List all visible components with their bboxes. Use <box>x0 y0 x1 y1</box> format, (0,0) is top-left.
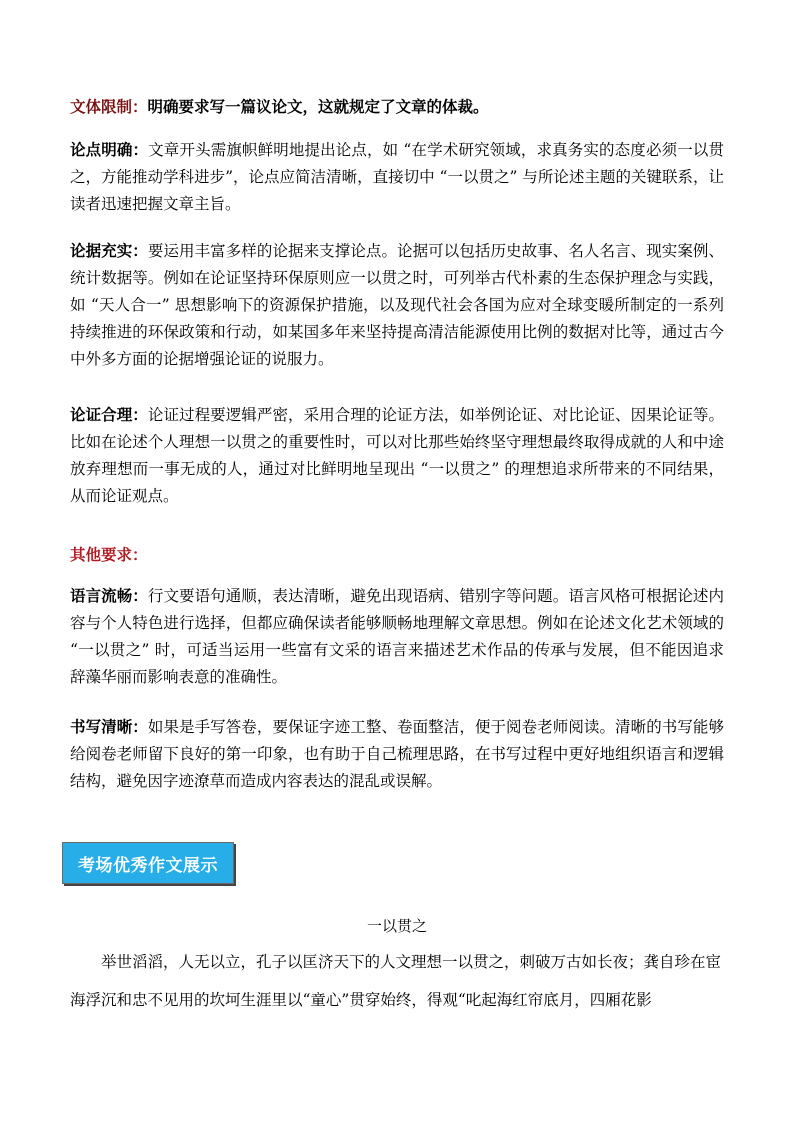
handwriting-label: 书写清晰： <box>70 717 148 736</box>
thesis-text: 文章开头需旗帜鲜明地提出论点，如 “在学术研究领域，求真务实的态度必须一以贯之，方能推动学科进步”，论点应简洁清晰，直接切中 “一以贯之” 与所论述主题的关键联系，让读者迅速把握文章主旨。 <box>70 141 724 213</box>
style-limit-text: 明确要求写一篇议论文，这就规定了文章的体裁。 <box>147 97 489 116</box>
banner-text: 考场优秀作文展示 <box>78 855 218 876</box>
thesis-paragraph <box>70 136 724 218</box>
style-limit-paragraph <box>70 93 724 121</box>
excellent-essay-banner <box>62 842 234 884</box>
reasoning-label: 论证合理： <box>70 405 148 424</box>
essay-body: 举世滔滔，人无以立，孔子以匡济天下的人文理想一以贯之，刺破万古如长夜；龚自珍在宦海浮沉和忠不见用的坎坷生涯里以“童心”贯穿始终，得观“叱起海红帘底月，四厢花影 <box>70 953 722 1009</box>
other-requirements-heading <box>70 541 724 569</box>
language-paragraph <box>70 582 724 691</box>
essay-title: 一以贯之 <box>366 917 427 935</box>
evidence-label: 论据充实： <box>70 241 148 260</box>
reasoning-paragraph <box>70 401 724 510</box>
language-label: 语言流畅： <box>70 586 148 605</box>
evidence-paragraph <box>70 237 724 373</box>
handwriting-text: 如果是手写答卷，要保证字迹工整、卷面整洁，便于阅卷老师阅读。清晰的书写能够给阅卷老师留下良好的第一印象，也有助于自己梳理思路，在书写过程中更好地组织语言和逻辑结构，避免因字迹潦草而造成内容表达的混乱或误解。 <box>70 718 724 790</box>
other-requirements-label: 其他要求： <box>70 545 148 564</box>
language-text: 行文要语句通顺，表达清晰，避免出现语病、错别字等问题。语言风格可根据论述内容与个人特色进行选择，但都应确保读者能够顺畅地理解文章思想。例如在论述文化艺术领域的 “一以贯之” 时，可适当运用一些富有文采的语言来描述艺术作品的传承与发展，但不能因追求辞藻华丽而影响表意的准确性。 <box>70 587 724 686</box>
handwriting-paragraph <box>70 713 724 795</box>
reasoning-text: 论证过程要逻辑严密，采用合理的论证方法，如举例论证、对比论证、因果论证等。比如在论述个人理想一以贯之的重要性时，可以对比那些始终坚守理想最终取得成就的人和中途放弃理想而一事无成的人，通过对比鲜明地呈现出 “一以贯之” 的理想追求所带来的不同结果，从而论证观点。 <box>70 406 724 505</box>
evidence-text: 要运用丰富多样的论据来支撑论点。论据可以包括历史故事、名人名言、现实案例、统计数据等。例如在论证坚持环保原则应一以贯之时，可列举古代朴素的生态保护理念与实践，如 “天人合一” 思想影响下的资源保护措施，以及现代社会各国为应对全球变暖所制定的一系列持续推进的环保政策和行动，如某国多年来坚持提高清洁能源使用比例的数据对比等，通过古今中外多方面的论据增强论证的说服力。 <box>70 242 724 368</box>
thesis-label: 论点明确： <box>70 140 149 159</box>
style-limit-label: 文体限制： <box>70 97 148 116</box>
